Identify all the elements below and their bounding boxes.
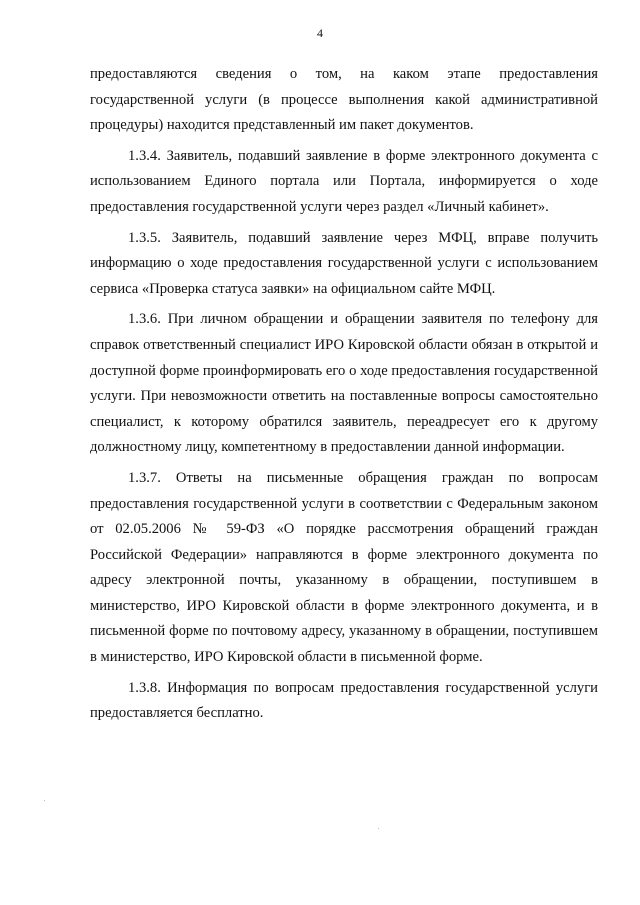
- paragraph-1-3-5: 1.3.5. Заявитель, подавший заявление через МФЦ, вправе получить информацию о ходе предоставления государственной услуги с использованием сервиса «Проверка статуса заявки» на официальном сайте МФЦ.: [90, 229, 598, 297]
- paragraph-1-3-6: 1.3.6. При личном обращении и обращении заявителя по телефону для справок ответственный специалист ИРО Кировской области обязан в открытой и доступной форме проинформировать его о ходе предоставления государственной услуги. При невозможности ответить на поставленные вопросы самостоятельно специалист, к которому обратился заявитель, переадресует его к другому должностному лицу, компетентному в предоставлении данной информации.: [90, 311, 598, 456]
- paragraph-continuation: предоставляются сведения о том, на каком этапе предоставления государственной услуги (в процессе выполнения какой административной процедуры) находится представленный им пакет документов.: [90, 66, 598, 134]
- scan-speck: [44, 800, 45, 801]
- paragraph-1-3-4: 1.3.4. Заявитель, подавший заявление в форме электронного документа с использованием Единого портала или Портала, информируется о ходе предоставления государственной услуги через раздел «Личный кабинет».: [90, 147, 598, 215]
- scan-speck: [378, 828, 379, 829]
- paragraph-1-3-8: 1.3.8. Информация по вопросам предоставления государственной услуги предоставляется бесплатно.: [90, 679, 598, 722]
- document-body: [90, 62, 598, 727]
- page-number: 4: [317, 26, 323, 40]
- paragraph-1-3-7: 1.3.7. Ответы на письменные обращения граждан по вопросам предоставления государственной услуги в соответствии с Федеральным законом от 02.05.2006 № 59-ФЗ «О порядке рассмотрения обращений граждан Российской Федерации» направляются в форме электронного документа по адресу электронной почты, указанному в обращении, поступившем в министерство, ИРО Кировской области в форме электронного документа, и в письменной форме по почтовому адресу, указанному в обращении, поступившем в министерство, ИРО Кировской области в письменной форме.: [90, 469, 598, 666]
